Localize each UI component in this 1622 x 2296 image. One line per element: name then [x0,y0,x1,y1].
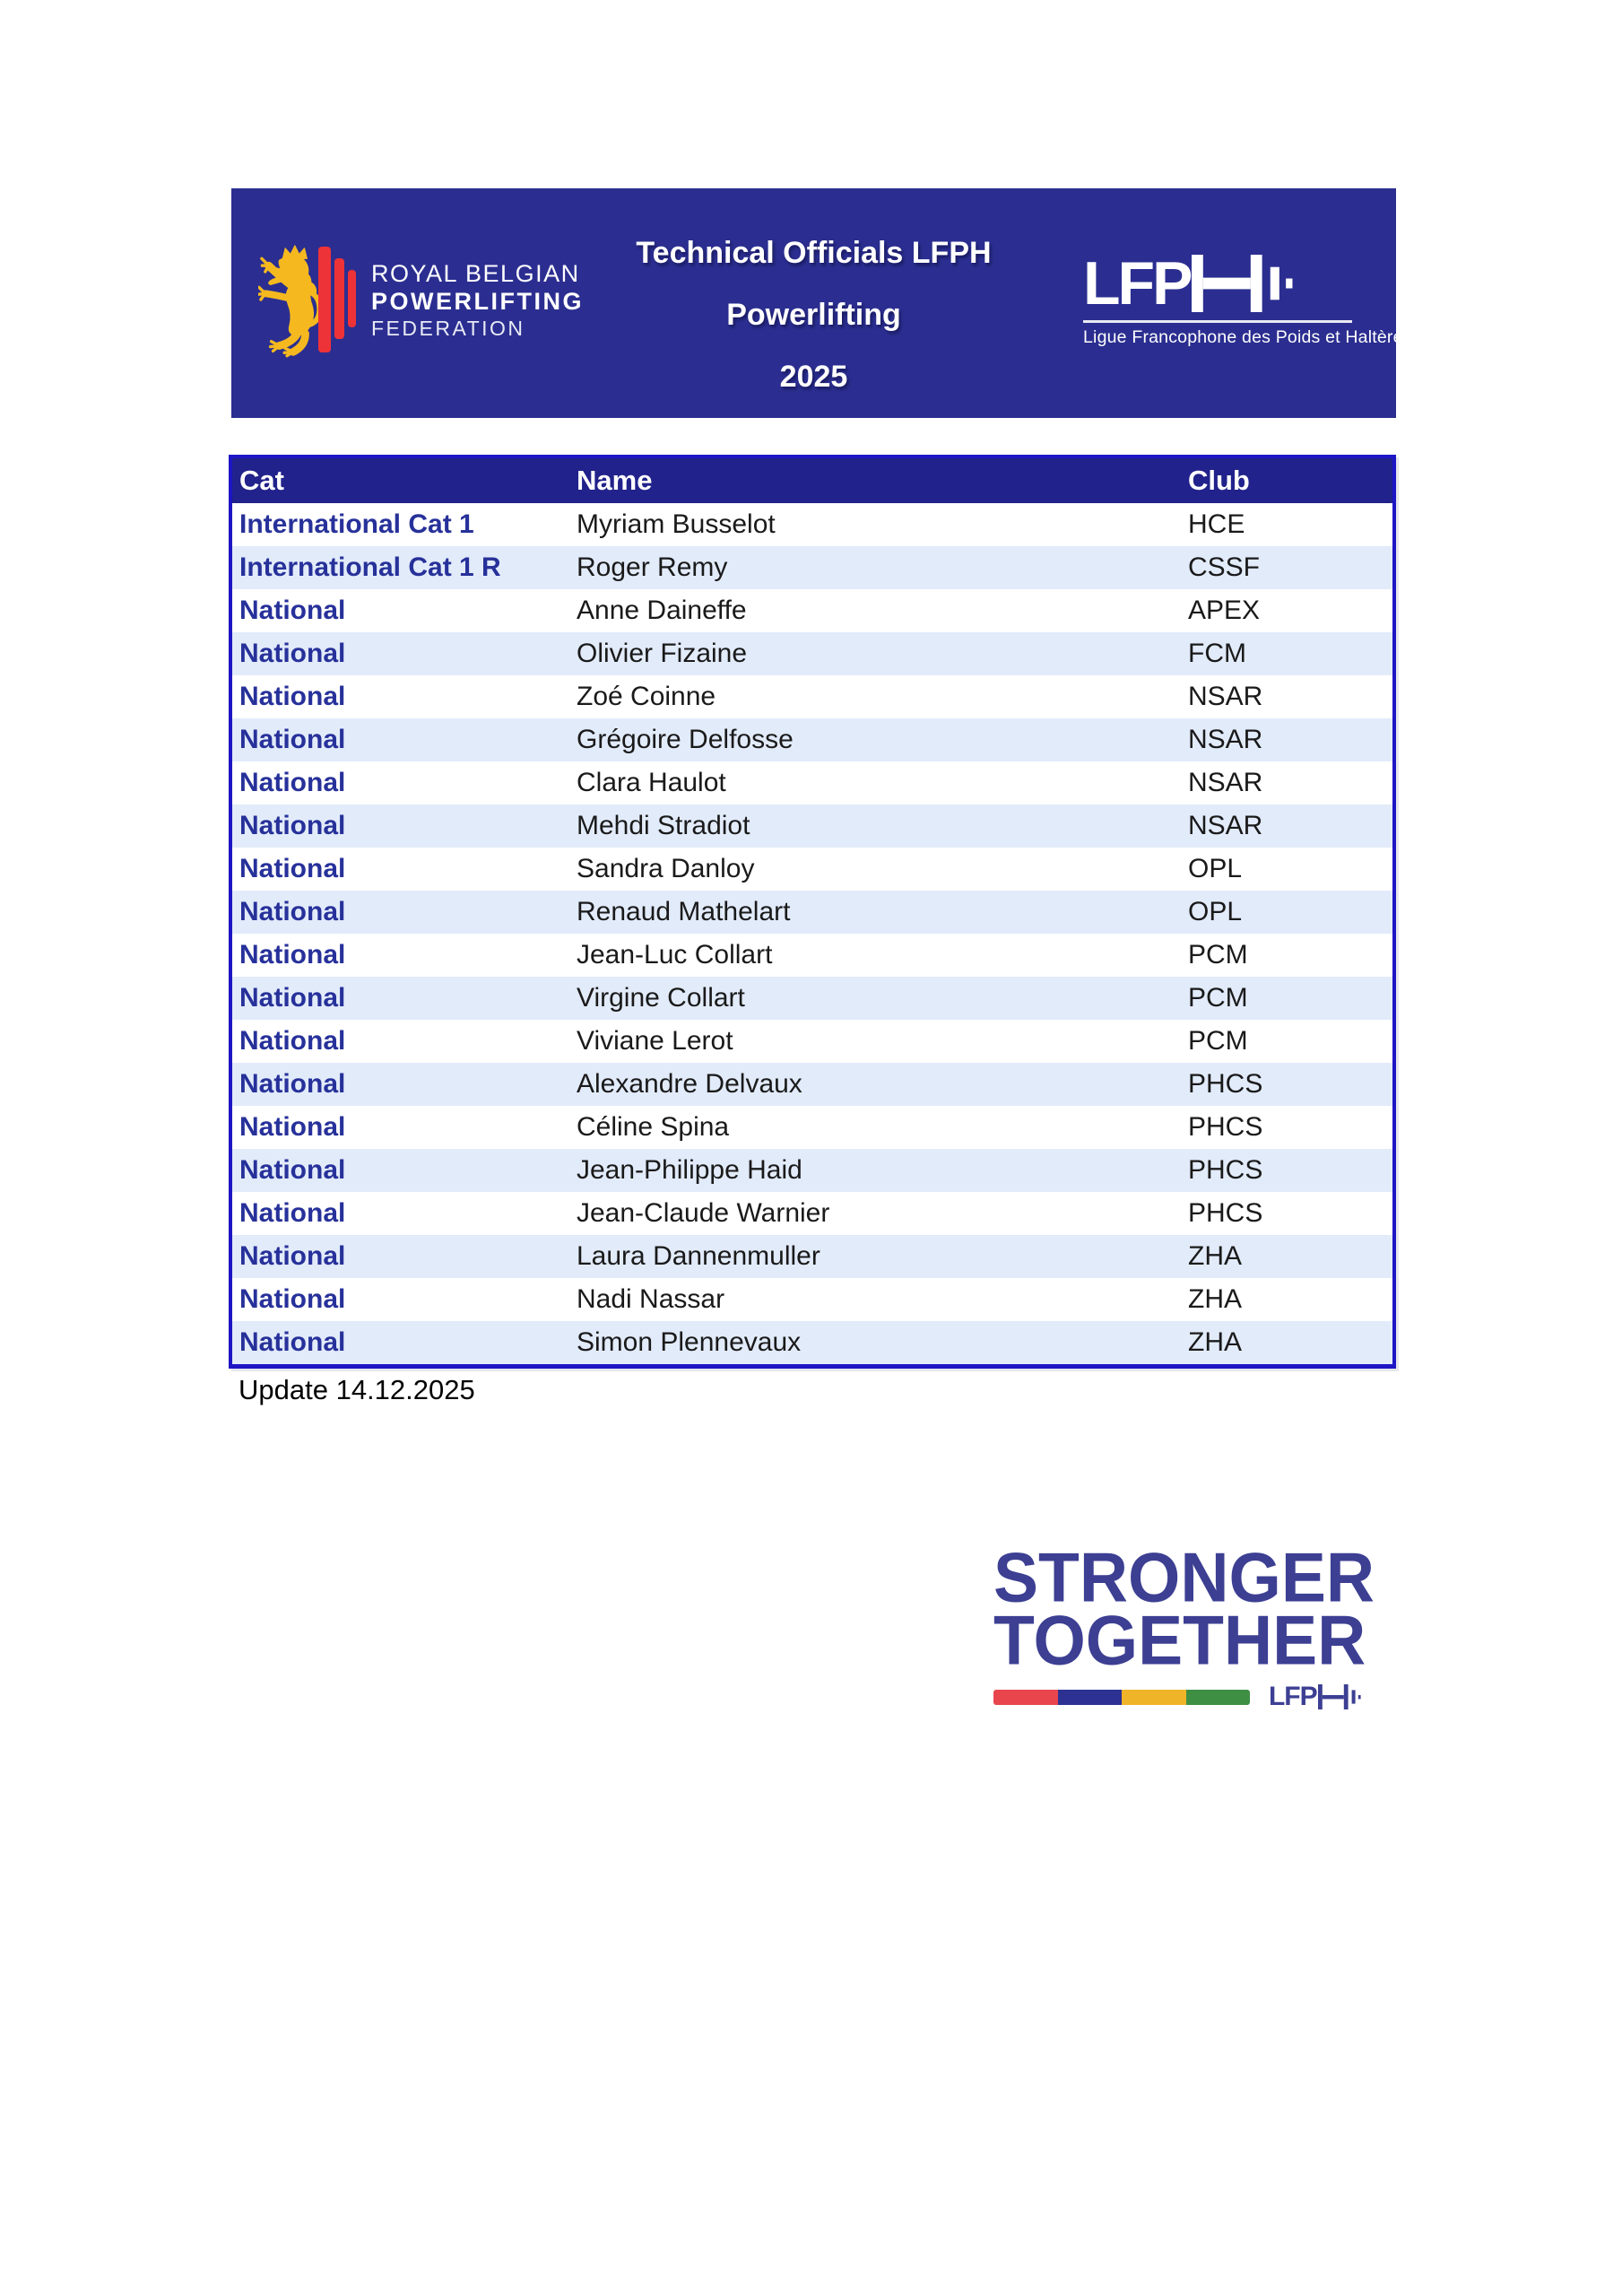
lfph-small-wordmark: LFP [1268,1682,1317,1711]
cell-cat: National [239,1198,346,1228]
table-row [230,1192,1394,1235]
rbpf-line1: ROYAL BELGIAN [371,259,580,287]
cell-club: PCM [1188,983,1248,1013]
cell-club: HCE [1188,509,1245,539]
lfph-subtitle: Ligue Francophone des Poids et Haltères [1083,327,1412,347]
rbpf-line3: FEDERATION [371,316,525,340]
cell-name: Jean-Luc Collart [577,940,773,970]
header-banner [231,188,1412,418]
cell-club: PCM [1188,1026,1248,1056]
lfph-wordmark: LFP [1083,249,1191,317]
stripe-segment [1186,1690,1251,1705]
cell-cat: National [239,596,346,625]
cell-name: Grégoire Delfosse [577,725,794,754]
table-row [230,546,1394,589]
column-header-club: Club [1181,457,1394,503]
cell-club: NSAR [1188,811,1263,840]
cell-club: ZHA [1188,1241,1242,1271]
lfph-small-barbell-icon [1318,1684,1363,1709]
cell-name: Myriam Busselot [577,509,776,539]
cell-cat: National [239,1284,346,1314]
table-row [230,1278,1394,1321]
cell-name: Simon Plennevaux [577,1327,802,1357]
table-row [230,1020,1394,1063]
table-header-row [230,457,1394,503]
cell-name: Nadi Nassar [577,1284,725,1314]
cell-name: Sandra Danloy [577,854,755,883]
cell-cat: National [239,1155,346,1185]
stripe-segment [993,1690,1058,1705]
cell-cat: International Cat 1 [239,509,474,539]
cell-club: PHCS [1188,1198,1263,1228]
stripe-segment [1058,1690,1123,1705]
stronger-text: STRONGER [993,1537,1375,1617]
cell-name: Zoé Coinne [577,682,716,711]
cell-name: Renaud Mathelart [577,897,791,926]
table-row [230,589,1394,632]
table-row [230,632,1394,675]
cell-club: CSSF [1188,552,1261,582]
cell-cat: National [239,940,346,970]
cell-name: Clara Haulot [577,768,726,797]
cell-cat: National [239,1069,346,1099]
cell-name: Laura Dannenmuller [577,1241,820,1271]
cell-cat: National [239,768,346,797]
cell-name: Anne Daineffe [577,596,747,625]
cell-club: PCM [1188,940,1248,970]
cell-club: APEX [1188,596,1261,625]
lfph-barbell-icon [1192,255,1295,312]
table-row [230,503,1394,546]
cell-name: Virgine Collart [577,983,745,1013]
cell-cat: National [239,897,346,926]
cell-cat: National [239,639,346,668]
officials-table-body [230,503,1394,1367]
together-text: TOGETHER [993,1600,1366,1680]
lfph-small-mark [1269,1684,1363,1709]
cell-name: Alexandre Delvaux [577,1069,802,1099]
cell-name: Jean-Philippe Haid [577,1155,802,1185]
table-row [230,718,1394,761]
table-row [230,761,1394,804]
cell-name: Céline Spina [577,1112,730,1142]
table-row [230,1063,1394,1106]
title-line-1: Technical Officials LFPH [636,236,992,270]
lfph-logo [1083,249,1412,348]
cell-club: NSAR [1188,725,1263,754]
cell-club: OPL [1188,897,1243,926]
cell-name: Jean-Claude Warnier [577,1198,830,1228]
title-line-3: 2025 [779,360,848,394]
cell-club: NSAR [1188,768,1263,797]
cell-name: Olivier Fizaine [577,639,748,668]
table-row [230,1321,1394,1367]
cell-club: ZHA [1188,1284,1242,1314]
cell-cat: National [239,1241,346,1271]
column-header-name: Name [569,457,1181,503]
table-row [230,675,1394,718]
table-row [230,804,1394,848]
cell-name: Viviane Lerot [577,1026,733,1056]
cell-cat: National [239,682,346,711]
color-stripe [993,1690,1250,1705]
cell-cat: National [239,1112,346,1142]
officials-table [229,455,1396,1369]
stripe-segment [1122,1690,1186,1705]
table-row [230,1235,1394,1278]
cell-cat: National [239,725,346,754]
cell-club: PHCS [1188,1155,1263,1185]
cell-cat: National [239,983,346,1013]
cell-cat: National [239,811,346,840]
cell-club: FCM [1188,639,1246,668]
table-row [230,1149,1394,1192]
update-date-text: Update 14.12.2025 [239,1374,475,1405]
cell-club: PHCS [1188,1069,1263,1099]
cell-name: Mehdi Stradiot [577,811,750,840]
lfph-underline [1083,320,1352,323]
cell-name: Roger Remy [577,552,728,582]
cell-cat: National [239,1327,346,1357]
table-row [230,848,1394,891]
column-header-cat: Cat [230,457,569,503]
table-row [230,977,1394,1020]
cell-club: PHCS [1188,1112,1263,1142]
cell-club: NSAR [1188,682,1263,711]
table-row [230,934,1394,977]
cell-club: ZHA [1188,1327,1242,1357]
table-row [230,1106,1394,1149]
cell-cat: National [239,854,346,883]
rbpf-line2: POWERLIFTING [371,287,584,315]
cell-cat: International Cat 1 R [239,552,501,582]
cell-cat: National [239,1026,346,1056]
stronger-together-logo [993,1537,1375,1711]
title-line-2: Powerlifting [726,298,901,332]
cell-club: OPL [1188,854,1243,883]
table-row [230,891,1394,934]
